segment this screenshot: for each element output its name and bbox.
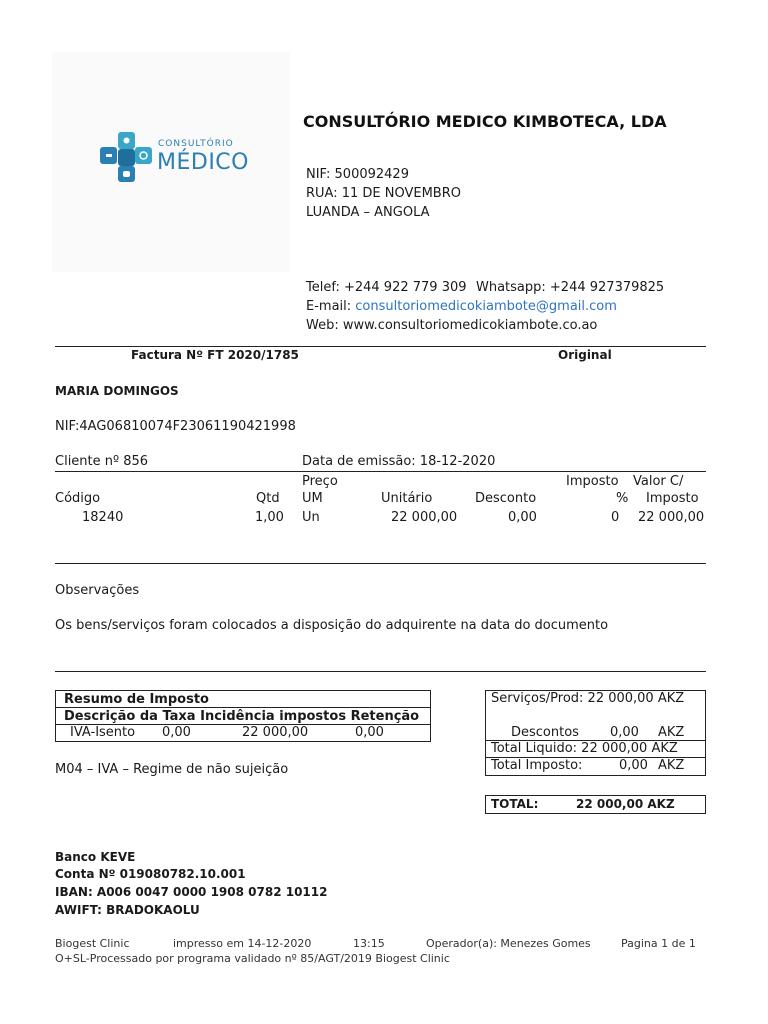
col-header-qtd: Qtd: [256, 491, 280, 506]
footer-printed: impresso em 14-12-2020: [173, 937, 312, 950]
company-name: CONSULTÓRIO MEDICO KIMBOTECA, LDA: [303, 112, 667, 131]
email-label: E-mail:: [306, 299, 356, 314]
company-nif: NIF: 500092429: [306, 167, 409, 182]
header-divider: [55, 346, 706, 347]
col-header-pct: %: [616, 491, 629, 506]
tax-row-retencao: 0,00: [355, 725, 384, 740]
tax-summary-header: Descrição da Taxa Incidência impostos Retenção: [56, 708, 431, 725]
totals-imposto-label: Total Imposto:: [491, 758, 583, 773]
item-qtd: 1,00: [255, 510, 284, 525]
company-street: RUA: 11 DE NOVEMBRO: [306, 186, 461, 201]
totals-descontos-value: 0,00: [610, 725, 639, 740]
email-link[interactable]: consultoriomedicokiambote@gmail.com: [355, 299, 617, 314]
issue-date: Data de emissão: 18-12-2020: [302, 454, 496, 469]
col-header-desconto: Desconto: [475, 491, 537, 506]
footer-page: Pagina 1 de 1: [621, 937, 696, 950]
items-bottom-divider: [55, 563, 706, 564]
footer-certification: O+SL-Processado por programa validado nº 85/AGT/2019 Biogest Clinic: [55, 952, 450, 965]
client-name: MARIA DOMINGOS: [55, 384, 179, 398]
items-top-divider: [55, 471, 706, 472]
tax-row-taxa: 0,00: [162, 725, 191, 740]
bank-name: Banco KEVE: [55, 850, 136, 864]
col-header-imposto: Imposto: [566, 474, 619, 489]
footer-time: 13:15: [353, 937, 385, 950]
invoice-copy: Original: [558, 348, 612, 362]
grand-total-value: 22 000,00 AKZ: [576, 797, 675, 811]
item-valor: 22 000,00: [638, 510, 705, 525]
col-header-unitario: Unitário: [381, 491, 433, 506]
client-number: Cliente nº 856: [55, 454, 149, 469]
footer-app: Biogest Clinic: [55, 937, 130, 950]
footer-operator: Operador(a): Menezes Gomes: [426, 937, 591, 950]
col-header-codigo: Código: [55, 491, 101, 506]
logo-text-big: MÉDICO: [157, 150, 249, 175]
totals-imposto-currency: AKZ: [658, 758, 685, 773]
company-phone: Telef: +244 922 779 309: [306, 280, 467, 295]
company-whatsapp: Whatsapp: +244 927379825: [476, 280, 665, 295]
company-email-row: [306, 299, 617, 314]
col-header-valor: Valor C/: [633, 474, 684, 489]
bank-iban: IBAN: A006 0047 0000 1908 0782 10112: [55, 885, 328, 899]
invoice-number: Factura Nº FT 2020/1785: [131, 348, 299, 362]
tax-summary-table: [55, 690, 431, 742]
medical-cross-logo-icon: [98, 130, 156, 184]
item-um: Un: [302, 510, 320, 525]
item-pct: 0: [611, 510, 620, 525]
bank-account: Conta Nº 019080782.10.001: [55, 867, 246, 881]
grand-total-label: TOTAL:: [491, 797, 539, 811]
totals-descontos-currency: AKZ: [658, 725, 685, 740]
tax-row-desc: IVA-Isento: [70, 725, 136, 740]
tax-summary-row: [56, 725, 431, 742]
item-unitario: 22 000,00: [391, 510, 458, 525]
notes-title: Observações: [55, 583, 140, 598]
bank-swift: AWIFT: BRADOKAOLU: [55, 903, 200, 917]
item-desconto: 0,00: [508, 510, 537, 525]
notes-text: Os bens/serviços foram colocados a disposição do adquirente na data do documento: [55, 618, 609, 633]
totals-liquido: Total Liquido: 22 000,00 AKZ: [491, 741, 678, 756]
totals-servicos: Serviços/Prod: 22 000,00 AKZ: [491, 691, 685, 706]
company-web: Web: www.consultoriomedicokiambote.co.ao: [306, 318, 598, 333]
totals-descontos-label: Descontos: [511, 725, 579, 740]
notes-divider: [55, 671, 706, 672]
logo-text-small: CONSULTÓRIO: [158, 139, 234, 149]
tax-row-incidencia: 22 000,00: [242, 725, 309, 740]
col-header-imposto2: Imposto: [646, 491, 699, 506]
col-header-preco: Preço: [302, 474, 338, 489]
client-nif: NIF:4AG06810074F23061190421998: [55, 419, 296, 434]
tax-regime-note: M04 – IVA – Regime de não sujeição: [55, 762, 289, 777]
item-codigo: 18240: [82, 510, 124, 525]
tax-summary-title: Resumo de Imposto: [56, 691, 431, 708]
company-city: LUANDA – ANGOLA: [306, 205, 430, 220]
col-header-um: UM: [302, 491, 323, 506]
totals-imposto-value: 0,00: [619, 758, 648, 773]
